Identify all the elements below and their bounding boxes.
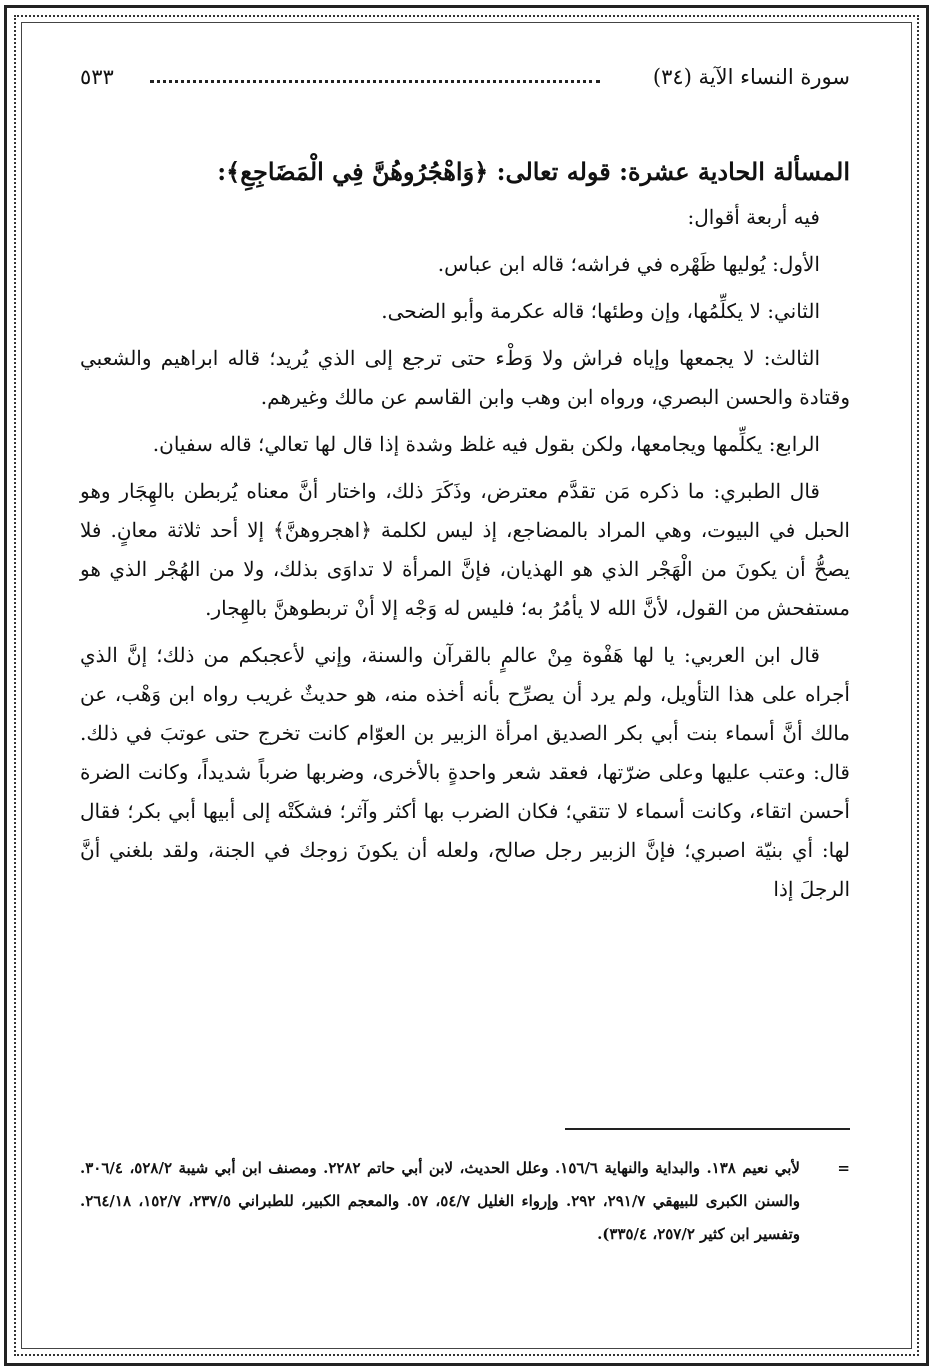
footnote-separator (565, 1128, 850, 1130)
header-leader-dots (150, 62, 600, 83)
paragraph-second-opinion: الثاني: لا يكلِّمُها، وإن وطئها؛ قاله عكرمة وأبو الضحى. (381, 299, 820, 323)
footnote-continuation-marker: = (837, 1159, 850, 1177)
paragraph-intro: فيه أربعة أقوال: (687, 205, 820, 229)
section-heading-ayah: ﴿وَاهْجُرُوهُنَّ فِي الْمَضَاجِعِ﴾: (217, 157, 489, 186)
paragraph-ibn-arabi: قال ابن العربي: يا لها هَفْوة مِنْ عالمٍ بالقرآن والسنة، وإني لأعجبكم من ذلك؛ إنَّ الذي أجراه على هذا التأويل، ولم يرد أن يصرِّح بأنه أخذه منه، هو حديثٌ غريب رواه ابن وَهْب، عن مالك أنَّ أسماء بنت أبي بكر الصديق امرأة الزبير بن العوّام كانت تخرج حتى عوتبَ في ذلك. قال: وعتب عليها وعلى ضرّتها، فعقد شعر واحدةٍ بالأخرى، وضربها ضرباً شديداً، وكانت الضرة أحسن اتقاء، وكانت أسماء لا تتقي؛ فكان الضرب بها أكثر وآثر؛ فشكَتْه إلى أبيها أبي بكر؛ فقال لها: أي بنيّة اصبري؛ فإنَّ الزبير رجل صالح، ولعله أن يكونَ زوجك في الجنة، ولقد بلغني أنَّ الرجلَ إذا (80, 643, 850, 901)
paragraph-third-opinion: الثالث: لا يجمعها وإياه فراش ولا وَطْء حتى ترجع إلى الذي يُريد؛ قاله ابراهيم والشعبي وقتادة والحسن البصري، ورواه ابن وهب وابن القاسم عن مالك وغيرهم. (80, 346, 850, 409)
running-header (80, 62, 850, 92)
book-page (80, 40, 850, 1330)
footnote (80, 1152, 850, 1251)
page-number: ٥٣٣ (80, 65, 114, 89)
paragraph-tabari: قال الطبري: ما ذكره مَن تقدَّم معترض، وذَكَرَ ذلك، واختار أنَّ معناه يُربطن بالهِجَار وهو الحبل في البيوت، وهي المراد بالمضاجع، إذ ليس لكلمة ﴿اهجروهنَّ﴾ إلا أحد ثلاثة معانٍ. فلا يصحُّ أن يكونَ من الْهَجْر الذي هو الهذيان، فإنَّ المرأة لا تداوَى بذلك، ولا من الهُجْر الذي هو مستفحش من القول، لأنَّ الله لا يأمُرُ به؛ فليس له وَجْه إلا أنْ تربطوهنَّ بالهِجار. (80, 479, 850, 620)
section-heading-label: المسألة الحادية عشرة: قوله تعالى: (496, 157, 850, 186)
paragraph-fourth-opinion: الرابع: يكلِّمها ويجامعها، ولكن بقول فيه غلظ وشدة إذا قال لها تعالي؛ قاله سفيان. (152, 432, 820, 456)
header-title: سورة النساء الآية (٣٤) (652, 65, 850, 89)
section-heading (80, 150, 850, 194)
paragraph-first-opinion: الأول: يُوليها ظَهْره في فراشه؛ قاله ابن عباس. (437, 252, 820, 276)
main-text (80, 150, 850, 917)
footnote-text: لأبي نعيم ١٣٨. والبداية والنهاية ١٥٦/٦. وعلل الحديث، لابن أبي حاتم ٢٢٨٢. ومصنف ابن أبي شيبة ٥٢٨/٢، ٣٠٦/٤. والسنن الكبرى للبيهقي ٢٩١/٧، ٢٩٢. وإرواء الغليل ٥٤/٧، ٥٧. والمعجم الكبير، للطبراني ٢٣٧/٥، ١٥٢/٧، ٢٦٤/١٨. وتفسير ابن كثير ٢٥٧/٢، ٣٣٥/٤). (80, 1159, 800, 1243)
